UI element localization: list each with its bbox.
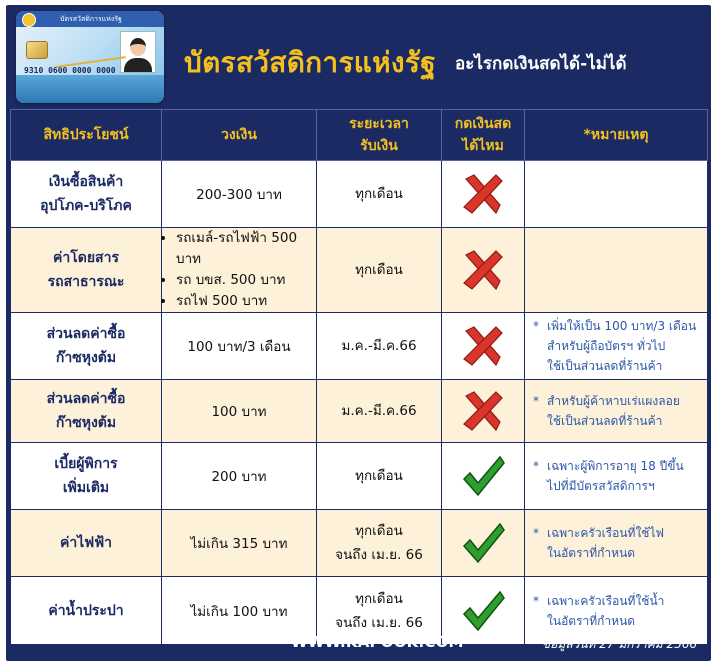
cash-cell	[442, 161, 525, 228]
amount-cell	[162, 313, 317, 380]
column-header-line: รับเงิน	[360, 138, 398, 154]
column-header-line: ได้ไหม	[462, 138, 504, 154]
column-header-line: *หมายเหตุ	[583, 127, 649, 143]
cash-cell	[442, 380, 525, 443]
benefit-text: เบี้ยผู้พิการ	[54, 456, 118, 472]
benefit-text: รถสาธารณะ	[47, 274, 125, 290]
period-cell	[317, 228, 442, 313]
benefit-text: ค่าโดยสาร	[53, 250, 119, 266]
note-text	[533, 391, 707, 431]
benefits-table	[10, 109, 708, 645]
column-header-line: ระยะเวลา	[349, 116, 409, 132]
period-text: ทุกเดือน	[355, 590, 403, 607]
benefit-cell	[11, 380, 162, 443]
note-star: *	[533, 319, 539, 333]
red-cross-icon	[460, 171, 506, 217]
cash-cell	[442, 228, 525, 313]
amount-list-item: • รถเมล์-รถไฟฟ้า 500 บาท	[176, 228, 316, 270]
cash-cell	[442, 313, 525, 380]
table-row	[11, 161, 708, 228]
table-row	[11, 510, 708, 577]
benefit-text: ค่าน้ำประปา	[48, 602, 124, 619]
cash-cell	[442, 510, 525, 577]
note-line: เฉพาะครัวเรือนที่ใช้ไฟ	[547, 526, 664, 540]
amount-list-item: • รถ บขส. 500 บาท	[176, 270, 316, 291]
card-band-text: บัตรสวัสดิการแห่งรัฐ	[60, 15, 122, 23]
amount-text: 100 บาท	[211, 404, 267, 420]
page-title: บัตรสวัสดิการแห่งรัฐ	[184, 46, 436, 79]
column-header-period	[317, 110, 442, 161]
amount-cell	[162, 443, 317, 510]
table-row	[11, 380, 708, 443]
note-line: ในอัตราที่กำหนด	[547, 613, 636, 628]
note-cell	[525, 161, 708, 228]
note-star: *	[533, 394, 539, 408]
footer	[6, 625, 711, 661]
note-line: ใช้เป็นส่วนลดที่ร้านค้า	[547, 359, 663, 373]
column-header-benefit	[11, 110, 162, 161]
amount-text: ไม่เกิน 315 บาท	[190, 536, 288, 552]
period-cell	[317, 380, 442, 443]
column-header-line: วงเงิน	[221, 127, 257, 143]
amount-cell	[162, 510, 317, 577]
note-line: เฉพาะครัวเรือนที่ใช้น้ำ	[547, 593, 665, 608]
note-line: สำหรับผู้ค้าหาบเร่แผงลอย	[547, 394, 680, 408]
period-text: ม.ค.-มี.ค.66	[341, 403, 417, 419]
column-header-line: สิทธิประโยชน์	[43, 127, 129, 143]
photo-head	[130, 38, 146, 56]
period-text: จนถึง เม.ย. 66	[335, 614, 423, 631]
green-check-icon	[460, 453, 506, 499]
red-cross-icon	[460, 388, 506, 434]
period-cell	[317, 161, 442, 228]
note-cell	[525, 313, 708, 380]
period-cell	[317, 443, 442, 510]
amount-cell	[162, 228, 317, 313]
table-body	[11, 161, 708, 645]
red-cross-icon	[460, 247, 506, 293]
period-text: ทุกเดือน	[355, 186, 403, 202]
amount-list-item: • รถไฟ 500 บาท	[176, 291, 316, 312]
column-header-line: กดเงินสด	[454, 116, 512, 132]
infographic-frame	[6, 5, 711, 661]
period-text: ทุกเดือน	[355, 262, 403, 278]
note-text	[533, 456, 707, 496]
benefit-text: ก๊าซหุงต้ม	[55, 350, 117, 366]
note-cell	[525, 228, 708, 313]
note-star: *	[533, 593, 539, 608]
card-bridge-graphic	[16, 75, 164, 103]
cash-cell	[442, 443, 525, 510]
note-star: *	[533, 526, 539, 540]
note-cell	[525, 510, 708, 577]
photo-shoulders	[124, 58, 152, 72]
benefit-text: เพิ่มเติม	[62, 480, 110, 496]
period-text: จนถึง เม.ย. 66	[335, 547, 423, 563]
amount-list	[162, 228, 316, 312]
benefit-text: ค่าไฟฟ้า	[60, 535, 112, 551]
note-text	[533, 523, 707, 563]
note-line: ไปที่มีบัตรสวัสดิการฯ	[547, 479, 655, 493]
note-text	[533, 316, 707, 376]
amount-cell	[162, 380, 317, 443]
period-cell	[317, 313, 442, 380]
amount-text: 200-300 บาท	[196, 187, 282, 203]
header	[6, 5, 711, 109]
benefit-text: เงินซื้อสินค้า	[48, 174, 124, 190]
welfare-card-image	[16, 11, 164, 103]
note-line: เพิ่มให้เป็น 100 บาท/3 เดือน	[547, 319, 697, 333]
amount-text: ไม่เกิน 100 บาท	[190, 603, 288, 620]
note-line: ใช้เป็นส่วนลดที่ร้านค้า	[547, 414, 663, 428]
chip-icon	[26, 41, 48, 59]
benefit-text: ส่วนลดค่าซื้อ	[46, 391, 126, 407]
column-header-cash	[442, 110, 525, 161]
period-text: ม.ค.-มี.ค.66	[341, 338, 417, 354]
note-line: เฉพาะผู้พิการอายุ 18 ปีขึ้น	[547, 459, 684, 473]
benefit-cell	[11, 161, 162, 228]
table-row	[11, 443, 708, 510]
period-cell	[317, 510, 442, 577]
benefit-cell	[11, 313, 162, 380]
note-line: ในอัตราที่กำหนด	[547, 546, 636, 560]
note-cell	[525, 443, 708, 510]
card-photo	[120, 31, 156, 73]
emblem-icon	[22, 13, 36, 27]
card-number: 9310 0600 0000 0000	[24, 66, 116, 75]
note-star: *	[533, 459, 539, 473]
column-header-note	[525, 110, 708, 161]
table-header-row	[11, 110, 708, 161]
page-subtitle: อะไรกดเงินสดได้-ไม่ได้	[455, 54, 627, 74]
benefit-cell	[11, 228, 162, 313]
benefit-cell	[11, 443, 162, 510]
column-header-amount	[162, 110, 317, 161]
table-row	[11, 228, 708, 313]
benefit-text: ส่วนลดค่าซื้อ	[46, 326, 126, 342]
amount-text: 100 บาท/3 เดือน	[187, 339, 291, 355]
benefit-text: ก๊าซหุงต้ม	[55, 415, 117, 431]
red-cross-icon	[460, 323, 506, 369]
period-text: ทุกเดือน	[355, 523, 403, 539]
amount-cell	[162, 161, 317, 228]
data-date: ข้อมูลวันที่ 27 มกราคม 2566	[541, 637, 697, 651]
benefit-cell	[11, 510, 162, 577]
amount-text: 200 บาท	[211, 469, 267, 485]
benefit-text: อุปโภค-บริโภค	[40, 198, 132, 214]
period-text: ทุกเดือน	[355, 468, 403, 484]
site-url: WWW.KAPOOK.COM	[291, 633, 464, 651]
note-cell	[525, 380, 708, 443]
green-check-icon	[460, 520, 506, 566]
table-row	[11, 313, 708, 380]
note-line: สำหรับผู้ถือบัตรฯ ทั่วไป	[547, 339, 666, 353]
